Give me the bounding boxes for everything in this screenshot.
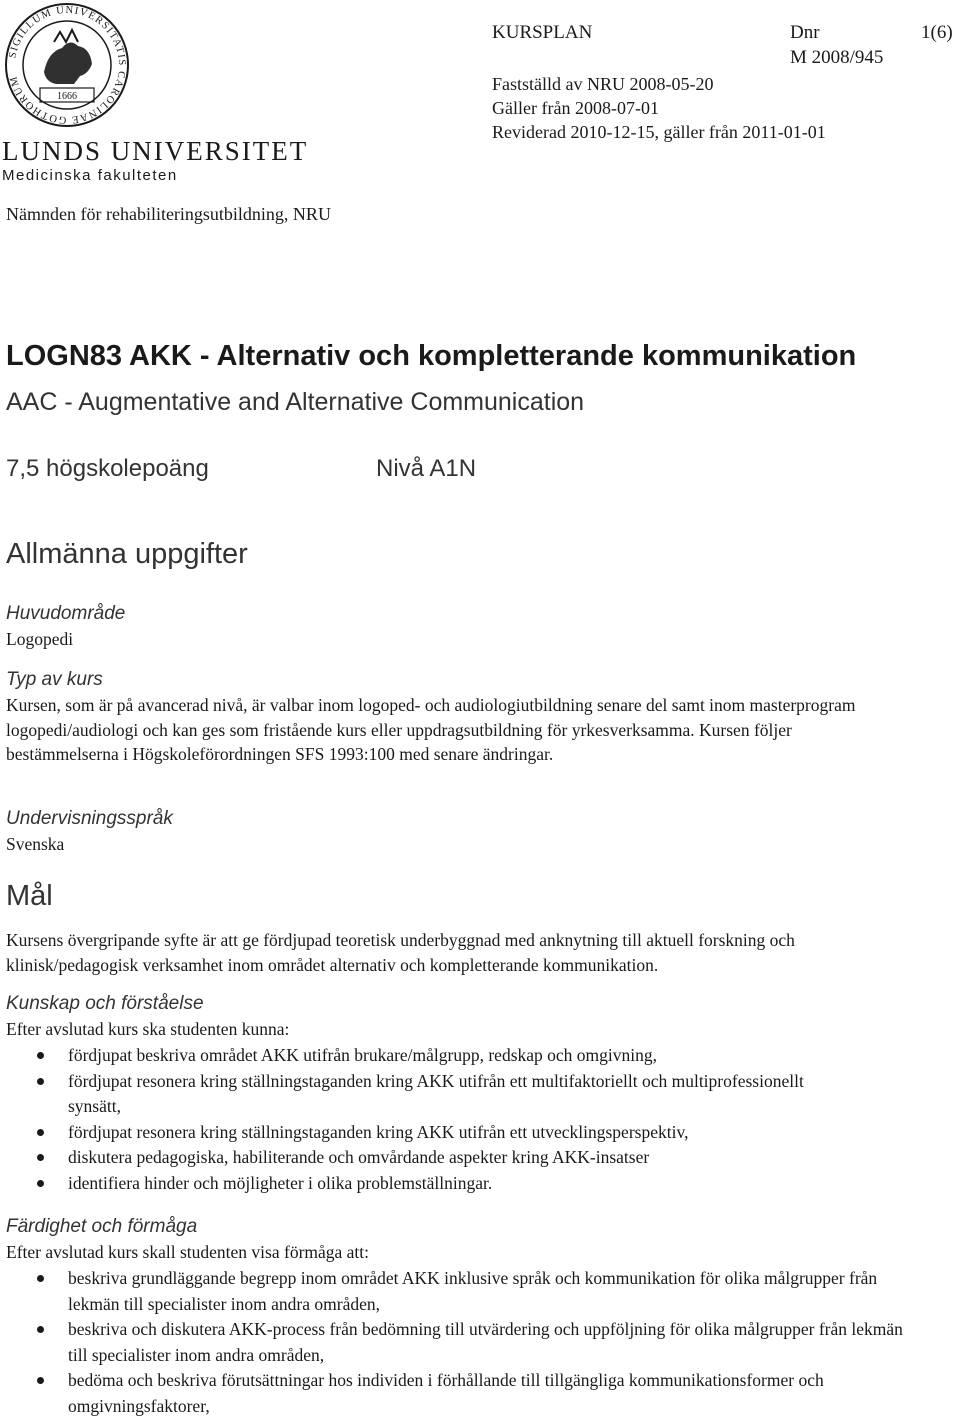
dnr-value: M 2008/945	[790, 47, 884, 68]
list-item: diskutera pedagogiska, habiliterande och omvårdande aspekter kring AKK-insatser	[0, 1145, 820, 1171]
course-type-label: Typ av kurs	[6, 669, 103, 690]
course-level: Nivå A1N	[376, 455, 477, 482]
goals-intro: Kursens övergripande syfte är att ge fördjupad teoretisk underbyggnad med anknytning till aktuell forskning och klinisk/pedagogisk verksamhet inom området alternativ och kompletterande kommunikation.	[6, 930, 795, 975]
main-area-value: Logopedi	[6, 629, 74, 649]
skills-list	[0, 1266, 905, 1419]
approved-date: Fastställd av NRU 2008-05-20	[492, 74, 714, 94]
goals-heading: Mål	[6, 880, 53, 912]
faculty-name: Medicinska fakulteten	[2, 167, 178, 184]
language-label: Undervisningsspråk	[6, 808, 173, 829]
valid-from-date: Gäller från 2008-07-01	[492, 98, 659, 118]
language-value: Svenska	[6, 834, 65, 854]
list-item: fördjupat beskriva området AKK utifrån brukare/målgrupp, redskap och omgivning,	[0, 1043, 820, 1069]
bullet-icon	[37, 1052, 44, 1059]
dnr-label: Dnr	[790, 22, 820, 43]
bullet-icon	[37, 1078, 44, 1085]
skills-label: Färdighet och förmåga	[6, 1216, 198, 1237]
board-name: Nämnden för rehabiliteringsutbildning, NRU	[6, 204, 331, 224]
bullet-icon	[37, 1377, 44, 1384]
seal-year: 1666	[57, 91, 77, 102]
page-number: 1(6)	[921, 22, 953, 43]
knowledge-label: Kunskap och förståelse	[6, 993, 204, 1014]
bullet-icon	[37, 1180, 44, 1187]
general-info-heading: Allmänna uppgifter	[6, 538, 248, 570]
bullet-icon	[37, 1275, 44, 1282]
list-item: fördjupat resonera kring ställningstaganden kring AKK utifrån ett utvecklingsperspektiv,	[0, 1120, 820, 1146]
knowledge-intro: Efter avslutad kurs ska studenten kunna:	[6, 1019, 290, 1039]
approval-block	[492, 72, 826, 144]
bullet-icon	[37, 1129, 44, 1136]
university-seal	[4, 2, 130, 128]
list-item: beskriva grundläggande begrepp inom området AKK inklusive språk och kommunikation för olika målgrupper från lekmän till specialister inom andra områden,	[0, 1266, 905, 1317]
skills-intro: Efter avslutad kurs skall studenten visa förmåga att:	[6, 1242, 370, 1262]
university-name: LUNDS UNIVERSITET	[2, 136, 309, 166]
course-type-text: Kursen, som är på avancerad nivå, är valbar inom logoped- och audiologiutbildning senare del samt inom masterprogram logopedi/audiologi och kan ges som fristående kurs eller uppdragsutbildning för yrkesverksamma. Kursen följer bestämmelserna i Högskoleförordningen SFS 1993:100 med senare ändringar.	[6, 695, 856, 764]
seal-lettering: SIGILLUM UNIVERSITATIS CAROLINAE GOTHORUM	[7, 4, 128, 126]
list-item: fördjupat resonera kring ställningstaganden kring AKK utifrån ett multifaktoriellt och multiprofessionellt synsätt,	[0, 1069, 820, 1120]
bullet-icon	[37, 1154, 44, 1161]
document-type: KURSPLAN	[492, 22, 593, 43]
list-item: bedöma och beskriva förutsättningar hos individen i förhållande till tillgängliga kommunikationsformer och omgivningsfaktorer,	[0, 1368, 905, 1419]
course-title-english: AAC - Augmentative and Alternative Communication	[6, 388, 585, 416]
revised-date: Reviderad 2010-12-15, gäller från 2011-01-01	[492, 122, 826, 142]
list-item: beskriva och diskutera AKK-process från bedömning till utvärdering och uppföljning för olika målgrupper från lekmän till specialister inom andra områden,	[0, 1317, 905, 1368]
list-item: identifiera hinder och möjligheter i olika problemställningar.	[0, 1171, 820, 1197]
knowledge-list	[0, 1043, 820, 1196]
course-credits: 7,5 högskolepoäng	[6, 455, 209, 482]
bullet-icon	[37, 1326, 44, 1333]
course-title: LOGN83 AKK - Alternativ och kompletterande kommunikation	[6, 340, 857, 372]
main-area-label: Huvudområde	[6, 603, 126, 624]
